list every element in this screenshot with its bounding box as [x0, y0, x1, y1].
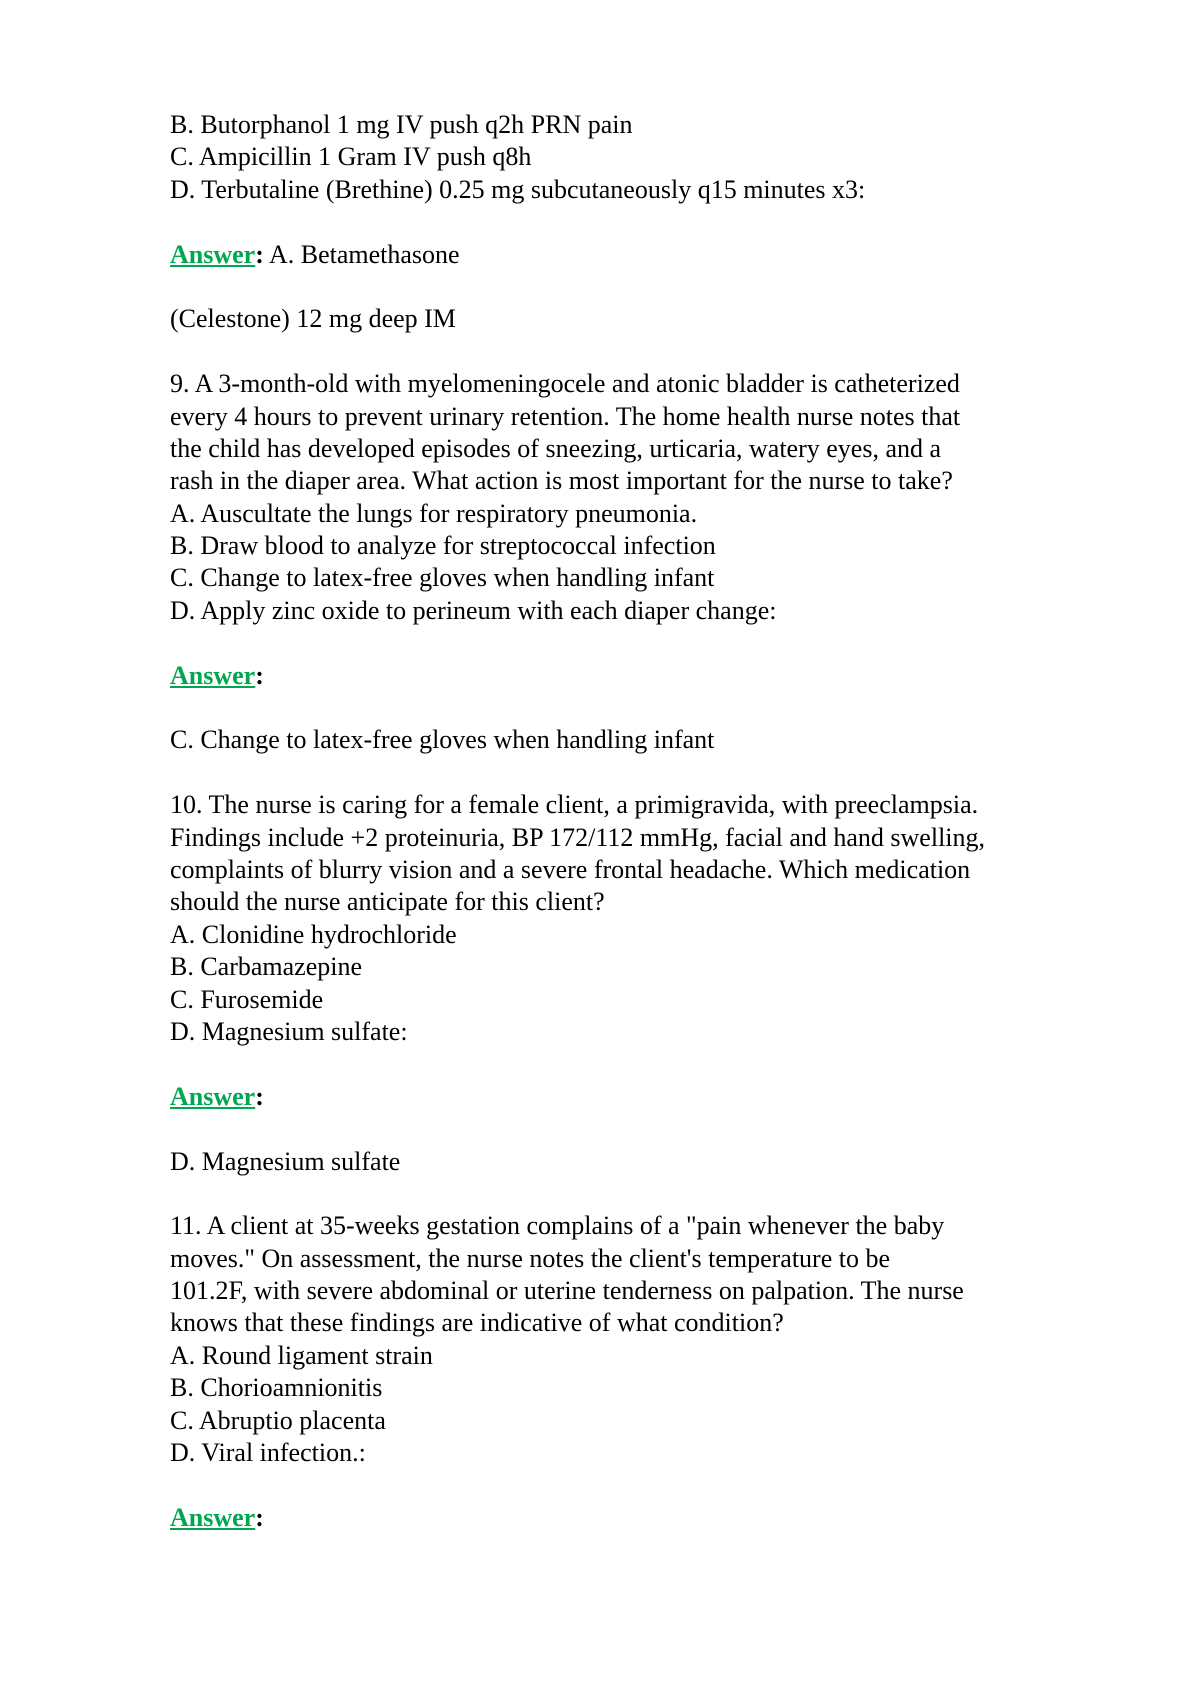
q8-answer-colon: : — [255, 239, 264, 269]
q11-stem-line-3: 101.2F, with severe abdominal or uterine tenderness on palpation. The nurse — [170, 1276, 964, 1306]
q11-stem-line-4: knows that these findings are indicative of what condition? — [170, 1308, 784, 1338]
q9-answer-text: C. Change to latex-free gloves when handling infant — [170, 725, 715, 755]
q8-answer-label: Answer — [170, 239, 256, 269]
question-8-options — [170, 109, 1070, 206]
q10-option-b: B. Carbamazepine — [170, 952, 363, 982]
q10-answer-colon: : — [255, 1081, 264, 1111]
q11-answer-label: Answer — [170, 1502, 256, 1532]
q9-answer-label: Answer — [170, 660, 256, 690]
q9-stem-line-4: rash in the diaper area. What action is most important for the nurse to take? — [170, 466, 953, 496]
q10-answer — [170, 1081, 1070, 1113]
q9-answer — [170, 660, 1070, 692]
q8-answer-inline: A. Betamethasone — [263, 239, 460, 269]
q9-answer-text-block — [170, 724, 1070, 756]
q9-option-c: C. Change to latex-free gloves when handling infant — [170, 563, 715, 593]
q10-answer-line — [170, 1081, 1070, 1113]
q8-answer — [170, 239, 1070, 271]
q9-stem-line-3: the child has developed episodes of sneezing, urticaria, watery eyes, and a — [170, 433, 942, 463]
q10-stem-line-1: 10. The nurse is caring for a female client, a primigravida, with preeclampsia. — [170, 790, 979, 820]
q10-answer-text-block — [170, 1146, 1070, 1178]
q9-option-a: A. Auscultate the lungs for respiratory pneumonia. — [170, 498, 698, 528]
q9-answer-line — [170, 660, 1070, 692]
q9-stem-line-1: 9. A 3-month-old with myelomeningocele and atonic bladder is catheterized — [170, 369, 960, 399]
q9-option-b: B. Draw blood to analyze for streptococcal infection — [170, 531, 716, 561]
q11-stem-line-1: 11. A client at 35-weeks gestation complains of a "pain whenever the baby — [170, 1211, 945, 1241]
q10-option-d: D. Magnesium sulfate: — [170, 1016, 408, 1046]
q11-answer — [170, 1502, 1070, 1534]
question-11 — [170, 1210, 1070, 1469]
q10-stem-line-2: Findings include +2 proteinuria, BP 172/112 mmHg, facial and hand swelling, — [170, 822, 986, 852]
q9-stem-line-2: every 4 hours to prevent urinary retention. The home health nurse notes that — [170, 401, 961, 431]
q8-option-c: C. Ampicillin 1 Gram IV push q8h — [170, 142, 532, 172]
q8-answer-line — [170, 239, 1070, 271]
q11-answer-colon: : — [255, 1502, 264, 1532]
q11-option-b: B. Chorioamnionitis — [170, 1373, 383, 1403]
question-9 — [170, 368, 1070, 627]
q9-answer-colon: : — [255, 660, 264, 690]
q8-option-b: B. Butorphanol 1 mg IV push q2h PRN pain — [170, 110, 633, 139]
q10-option-a: A. Clonidine hydrochloride — [170, 919, 457, 949]
q10-option-c: C. Furosemide — [170, 984, 324, 1014]
q9-option-d: D. Apply zinc oxide to perineum with each diaper change: — [170, 595, 777, 625]
q11-answer-line — [170, 1502, 1070, 1534]
q11-option-c: C. Abruptio placenta — [170, 1405, 386, 1435]
q11-stem-line-2: moves." On assessment, the nurse notes the client's temperature to be — [170, 1243, 891, 1273]
question-10 — [170, 789, 1070, 1048]
q11-option-d: D. Viral infection.: — [170, 1438, 366, 1468]
q8-answer-continued: (Celestone) 12 mg deep IM — [170, 304, 456, 334]
q10-answer-label: Answer — [170, 1081, 256, 1111]
q10-stem-line-4: should the nurse anticipate for this client? — [170, 887, 605, 917]
q8-answer-continued-block — [170, 303, 1070, 335]
q10-stem-line-3: complaints of blurry vision and a severe frontal headache. Which medication — [170, 854, 971, 884]
q8-option-d: D. Terbutaline (Brethine) 0.25 mg subcutaneously q15 minutes x3: — [170, 174, 866, 204]
page-content — [170, 109, 1070, 1567]
q11-option-a: A. Round ligament strain — [170, 1340, 433, 1370]
q10-answer-text: D. Magnesium sulfate — [170, 1146, 401, 1176]
